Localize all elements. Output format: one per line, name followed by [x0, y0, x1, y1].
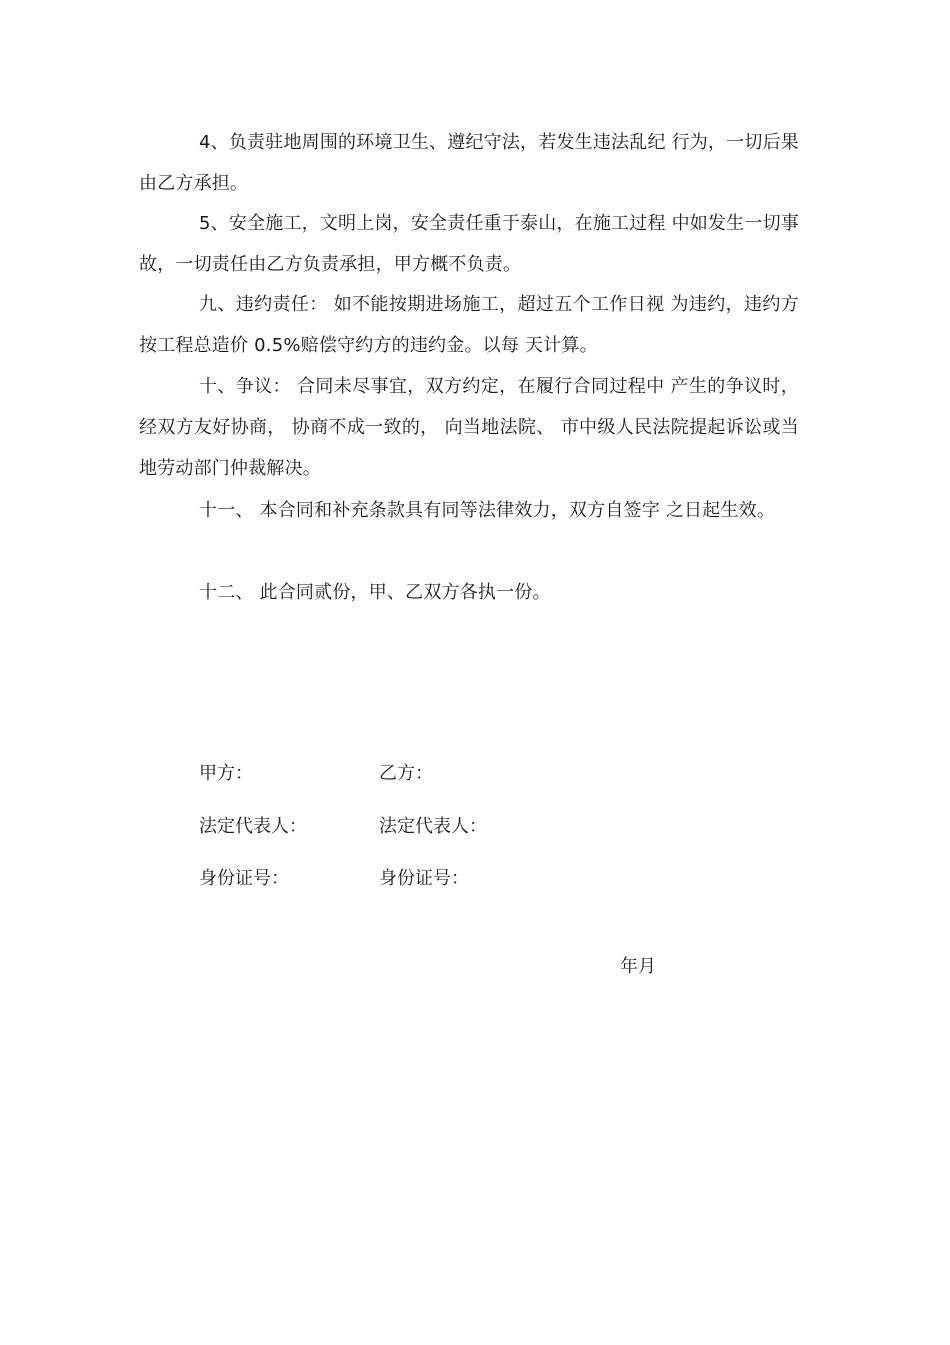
party-a-legal-rep-label: 法定代表人： [199, 816, 307, 837]
clause-copies: 十二、 此合同贰份，甲、乙双方各执一份。 [199, 582, 551, 603]
party-b-id-number-label: 身份证号： [379, 868, 469, 889]
clause-dispute: 十、争议： 合同未尽事宜，双方约定，在履行合同过程中 产生的争议时， 经双方友好协商， 协商不成一致的， 向当地法院、 市中级人民法院提起诉讼或当地劳动部门仲裁解决。 [139, 376, 799, 479]
clause-4: 4、负责驻地周围的环境卫生、遵纪守法，若发生违法乱纪 行为，一切后果由乙方承担。 [139, 132, 799, 194]
party-a-id-number-label: 身份证号： [199, 868, 289, 889]
party-b-label: 乙方： [379, 763, 433, 784]
party-a-label: 甲方： [199, 763, 253, 784]
party-b-legal-rep-label: 法定代表人： [379, 816, 487, 837]
clause-5: 5、安全施工，文明上岗，安全责任重于泰山，在施工过程 中如发生一切事故，一切责任由乙方负责承担，甲方概不负责。 [139, 213, 799, 275]
date-label: 年月 [620, 956, 656, 977]
clause-breach-liability: 九、违约责任： 如不能按期进场施工，超过五个工作日视 为违约，违约方按工程总造价 0.5%赔偿守约方的违约金。以每 天计算。 [139, 294, 799, 356]
clause-legal-effect: 十一、 本合同和补充条款具有同等法律效力，双方自签字 之日起生效。 [199, 500, 776, 521]
